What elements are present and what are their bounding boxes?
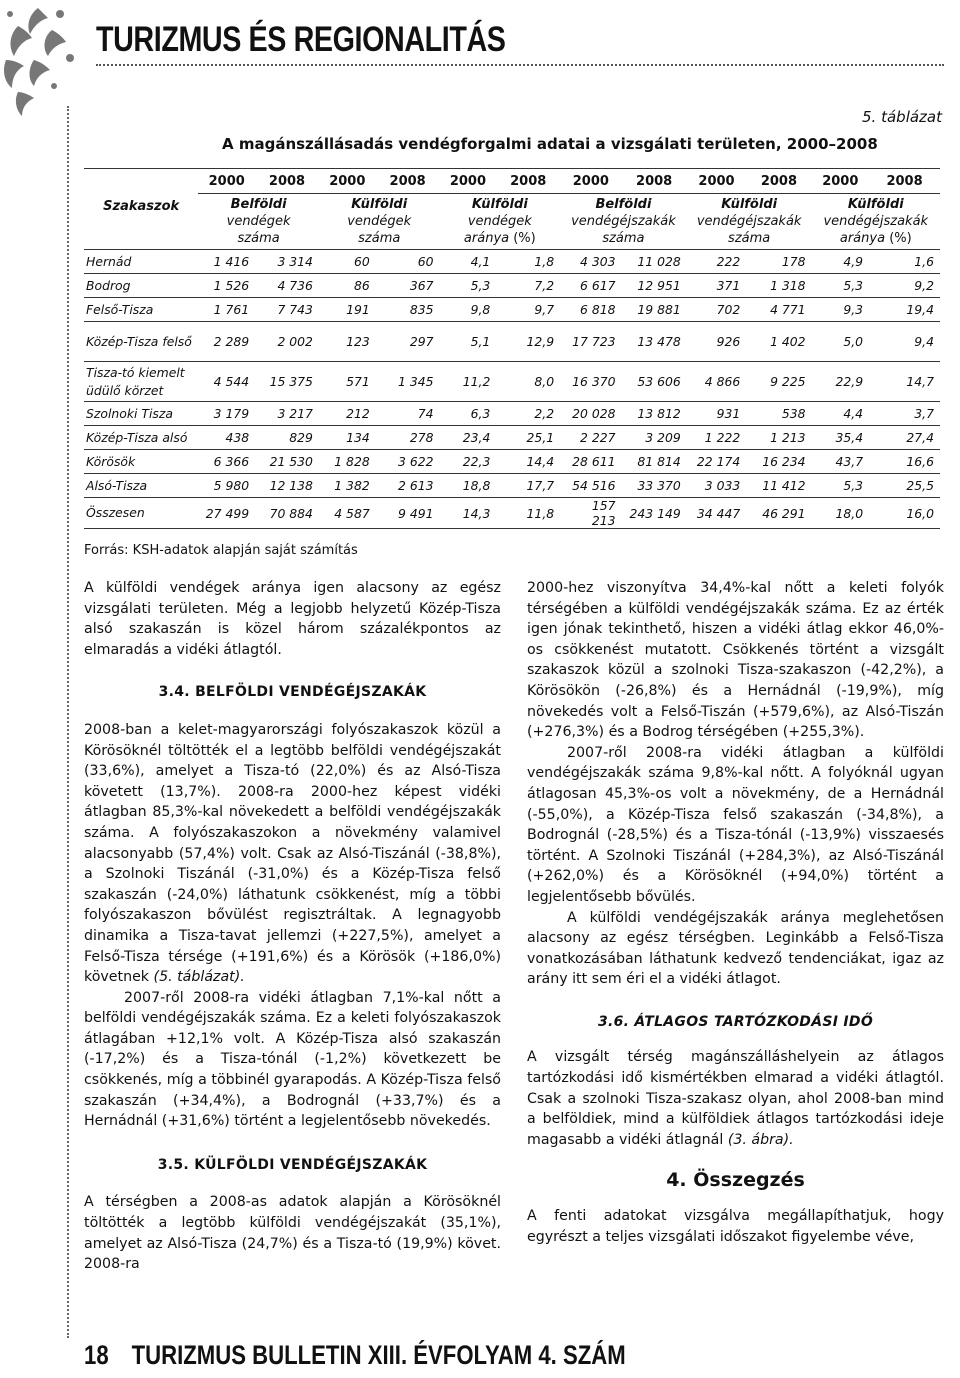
paragraph — [527, 1047, 944, 1150]
table-cell: 6,3 — [440, 402, 497, 426]
table-cell: 4 303 — [560, 250, 621, 274]
column-header-line — [446, 230, 555, 247]
table-cell: 20 028 — [560, 402, 621, 426]
table-cell: 22,3 — [440, 450, 497, 474]
table-cell: 17 723 — [560, 322, 621, 362]
table-cell: 43,7 — [812, 450, 870, 474]
section-heading: 3.6. ÁTLAGOS TARTÓZKODÁSI IDŐ — [597, 1013, 874, 1030]
chapter-heading: 4. Összegzés — [666, 1169, 805, 1192]
section-heading: 3.4. BELFÖLDI VENDÉGÉJSZAKÁK — [158, 684, 427, 701]
column-header-unit: (%) — [889, 231, 912, 246]
table-row — [84, 274, 940, 298]
table-cell: 7,2 — [496, 274, 560, 298]
table-cell: 12,9 — [496, 322, 560, 362]
table-cell: 6 617 — [560, 274, 621, 298]
table-cell: 18,8 — [440, 474, 497, 498]
table-cell: 438 — [198, 426, 255, 450]
column-group-header — [440, 194, 561, 250]
publication-name: TURIZMUS BULLETIN XIII. ÉVFOLYAM 4. SZÁM — [131, 1340, 626, 1370]
table-cell: 191 — [319, 298, 376, 322]
stub-header: Szakaszok — [84, 169, 198, 250]
column-header-line: Külföldi — [351, 197, 408, 212]
table-cell: 212 — [319, 402, 376, 426]
paragraph: 2007-ről 2008-ra vidéki átlagban 7,1%-kal nőtt a belföldi vendégéjszakák száma. Ez a keleti folyószakaszok átlagában +12,1% volt. A Közép-Tisza alsó szakaszán (-17,2%) és a Tisza-tónál (-1,2%) következett be csökkenés, míg a többinél gyarapodás. A Közép-Tisza felső szakaszán (+34,4%), a Bodrognál (+33,7%) és a Hernádnál (+31,6%) történt a legjelentősebb növekedés. — [84, 989, 501, 1130]
table-cell: 4 544 — [198, 362, 255, 402]
table-cell: 16,6 — [869, 450, 940, 474]
table-row — [84, 298, 940, 322]
table-cell: 25,5 — [869, 474, 940, 498]
table-cell: 2 002 — [255, 322, 319, 362]
table-title: A magánszállásadás vendégforgalmi adatai a vizsgálati területen, 2000–2008 — [222, 135, 878, 153]
table-cell: 11,2 — [440, 362, 497, 402]
table-cell: 25,1 — [496, 426, 560, 450]
table-row — [84, 450, 940, 474]
page-footer — [84, 1340, 626, 1371]
table-cell: 835 — [376, 298, 440, 322]
table-cell: 33 370 — [622, 474, 687, 498]
table-cell: 22,9 — [812, 362, 870, 402]
table-cell: 3 033 — [687, 474, 747, 498]
column-header-line — [818, 230, 934, 247]
row-label: Alsó-Tisza — [84, 474, 198, 498]
paragraph — [84, 720, 501, 988]
column-header-line: vendégek — [226, 214, 291, 229]
table-cell: 2 289 — [198, 322, 255, 362]
paragraph: A fenti adatokat vizsgálva megállapíthatjuk, hogy egyrészt a teljes vizsgálati időszakot figyelembe véve, — [527, 1208, 944, 1245]
paragraph: A térségben a 2008-as adatok alapján a Körösöknél töltötték a legtöbb külföldi vendégéjszakát (35,1%), amelyet az Alsó-Tisza (24,7%) és a Tisza-tó (19,9%) követ. 2008-ra — [84, 1194, 501, 1273]
table-cell: 9,8 — [440, 298, 497, 322]
row-label: Felső-Tisza — [84, 298, 198, 322]
table-cell: 278 — [376, 426, 440, 450]
table-cell: 4 771 — [746, 298, 811, 322]
paragraph: 2007-ről 2008-ra vidéki átlagban a külföldi vendégéjszakák száma 9,8%-kal nőtt. A folyóknál ugyan átlagosan 45,3%-os volt a növekmény, de a Hernádnál (-55,0%), a Közép-Tisza felső szakaszán (-34,8%), a Bodrognál (-28,5%) és a Tisza-tónál (-13,9%) visszaesés történt. A Szolnoki Tiszánál (+284,3%), az Alsó-Tiszánál (+262,0%) és a Körösöknél (+94,0%) történt a legjelentősebb bővülés. — [527, 744, 944, 905]
table-cell: 54 516 — [560, 474, 621, 498]
table-cell: 1 416 — [198, 250, 255, 274]
table-cell: 157 213 — [560, 498, 621, 529]
column-group-header — [319, 194, 440, 250]
table-cell: 15 375 — [255, 362, 319, 402]
table-cell: 178 — [746, 250, 811, 274]
table-cell: 81 814 — [622, 450, 687, 474]
year-header: 2000 — [560, 169, 621, 194]
table-cell: 34 447 — [687, 498, 747, 529]
year-header: 2000 — [319, 169, 376, 194]
section-heading: 3.5. KÜLFÖLDI VENDÉGÉJSZAKÁK — [157, 1156, 428, 1173]
table-cell: 23,4 — [440, 426, 497, 450]
table-cell: 1 526 — [198, 274, 255, 298]
table-cell: 7 743 — [255, 298, 319, 322]
table-cell: 6 366 — [198, 450, 255, 474]
ornament-graphic — [0, 0, 95, 120]
table-cell: 60 — [376, 250, 440, 274]
table-cell: 13 812 — [622, 402, 687, 426]
table-row — [84, 362, 940, 402]
table-cell: 3,7 — [869, 402, 940, 426]
table-cell: 9 225 — [746, 362, 811, 402]
year-header: 2000 — [812, 169, 870, 194]
column-header-line: vendégek — [467, 214, 532, 229]
year-header: 2008 — [255, 169, 319, 194]
column-header-line: vendégéjszakák — [571, 214, 676, 229]
table-cell: 11,8 — [496, 498, 560, 529]
table-cell: 5,3 — [440, 274, 497, 298]
column-header-line: Külföldi — [847, 197, 904, 212]
column-header-line: vendégek — [347, 214, 412, 229]
table-cell: 17,7 — [496, 474, 560, 498]
left-column — [84, 578, 501, 1275]
table-cell: 829 — [255, 426, 319, 450]
column-header-line: száma — [602, 231, 645, 246]
page-number: 18 — [84, 1340, 109, 1370]
table-cell: 1 761 — [198, 298, 255, 322]
table-cell: 4,1 — [440, 250, 497, 274]
table-cell: 2 613 — [376, 474, 440, 498]
table-cell: 19 881 — [622, 298, 687, 322]
table-cell: 702 — [687, 298, 747, 322]
column-header-line: vendégéjszakák — [823, 214, 929, 229]
table-cell: 12 951 — [622, 274, 687, 298]
column-header-text: aránya — [463, 231, 514, 246]
column-header-line: Külföldi — [721, 197, 778, 212]
table-cell: 1 318 — [746, 274, 811, 298]
table-cell: 1 345 — [376, 362, 440, 402]
row-label: Tisza-tó kiemelt üdülő körzet — [84, 362, 198, 402]
row-label: Szolnoki Tisza — [84, 402, 198, 426]
table-cell: 13 478 — [622, 322, 687, 362]
table-cell: 9,2 — [869, 274, 940, 298]
table-cell: 367 — [376, 274, 440, 298]
table-cell: 3 314 — [255, 250, 319, 274]
table-cell: 4,9 — [812, 250, 870, 274]
table-cell: 18,0 — [812, 498, 870, 529]
margin-divider — [67, 106, 69, 1338]
table-cell: 5,0 — [812, 322, 870, 362]
column-header-line: száma — [728, 231, 771, 246]
table-cell: 3 622 — [376, 450, 440, 474]
table-cell: 60 — [319, 250, 376, 274]
table-cell: 11 412 — [746, 474, 811, 498]
table-cell: 3 217 — [255, 402, 319, 426]
table-cell: 74 — [376, 402, 440, 426]
table-cell: 14,3 — [440, 498, 497, 529]
table-cell: 2 227 — [560, 426, 621, 450]
table-cell: 14,7 — [869, 362, 940, 402]
column-header-line: Külföldi — [471, 197, 528, 212]
table-cell: 243 149 — [622, 498, 687, 529]
column-header-line: száma — [237, 231, 280, 246]
table-cell: 27 499 — [198, 498, 255, 529]
row-label: Bodrog — [84, 274, 198, 298]
table-cell: 8,0 — [496, 362, 560, 402]
table-cell: 11 028 — [622, 250, 687, 274]
column-header-line: száma — [358, 231, 401, 246]
table-cell: 5,1 — [440, 322, 497, 362]
table-cell: 5 980 — [198, 474, 255, 498]
table-cell: 1,8 — [496, 250, 560, 274]
table-cell: 134 — [319, 426, 376, 450]
table-row — [84, 474, 940, 498]
table-cell: 5,3 — [812, 474, 870, 498]
table-cell: 222 — [687, 250, 747, 274]
table-reference: (5. táblázat). — [153, 969, 245, 986]
year-header: 2000 — [198, 169, 255, 194]
paragraph: A külföldi vendégek aránya igen alacsony az egész vizsgálati területen. Még a legjobb helyzetű Közép-Tisza alsó szakaszán is közel három százalékpontos az elmaradás a vidéki átlagtól. — [84, 580, 501, 658]
row-label: Hernád — [84, 250, 198, 274]
year-header: 2000 — [687, 169, 747, 194]
table-cell: 926 — [687, 322, 747, 362]
table-cell: 9,7 — [496, 298, 560, 322]
table-cell: 53 606 — [622, 362, 687, 402]
table-cell: 2,2 — [496, 402, 560, 426]
table-cell: 1 382 — [319, 474, 376, 498]
table-number: 5. táblázat — [862, 108, 942, 126]
year-header: 2008 — [376, 169, 440, 194]
table-cell: 1 402 — [746, 322, 811, 362]
table-cell: 70 884 — [255, 498, 319, 529]
table-cell: 1 828 — [319, 450, 376, 474]
table-cell: 1,6 — [869, 250, 940, 274]
table-cell: 5,3 — [812, 274, 870, 298]
column-header-text: aránya — [839, 231, 890, 246]
table-cell: 297 — [376, 322, 440, 362]
table-cell: 12 138 — [255, 474, 319, 498]
row-label: Körösök — [84, 450, 198, 474]
table-cell: 9,3 — [812, 298, 870, 322]
table-cell: 9 491 — [376, 498, 440, 529]
table-cell: 4 736 — [255, 274, 319, 298]
column-header-line: Belföldi — [230, 197, 287, 212]
year-header: 2008 — [869, 169, 940, 194]
table-row — [84, 498, 940, 529]
table-cell: 9,4 — [869, 322, 940, 362]
table-cell: 16 370 — [560, 362, 621, 402]
table-cell: 86 — [319, 274, 376, 298]
table-cell: 371 — [687, 274, 747, 298]
data-table — [84, 168, 940, 529]
table-cell: 35,4 — [812, 426, 870, 450]
year-header: 2008 — [622, 169, 687, 194]
table-cell: 4 587 — [319, 498, 376, 529]
table-cell: 538 — [746, 402, 811, 426]
column-header-line: Belföldi — [595, 197, 652, 212]
table-cell: 571 — [319, 362, 376, 402]
table-cell: 3 179 — [198, 402, 255, 426]
table-cell: 16,0 — [869, 498, 940, 529]
right-column — [527, 578, 944, 1247]
column-group-header — [687, 194, 812, 250]
paragraph: 2000-hez viszonyítva 34,4%-kal nőtt a keleti folyók térségében a külföldi vendégéjszakák száma. Ez az érték igen jónak tekinthető, hiszen a vidéki átlag ekkor 46,0%-os csökkenést mutatott. Csökkenés történt a vizsgált szakaszok közül a szolnoki Tisza-szakaszon (-42,2%), a Körösökön (-26,8%) és a Hernádnál (-19,9%), míg növekedés volt a Felső-Tiszán (+579,6%), az Alsó-Tiszán (+276,3%) és a Bodrog térségében (+255,3%). — [527, 580, 944, 741]
table-cell: 123 — [319, 322, 376, 362]
table-row — [84, 322, 940, 362]
table-cell: 16 234 — [746, 450, 811, 474]
row-label: Összesen — [84, 498, 198, 529]
table-cell: 22 174 — [687, 450, 747, 474]
table-cell: 19,4 — [869, 298, 940, 322]
column-group-header — [198, 194, 319, 250]
table-cell: 3 209 — [622, 426, 687, 450]
year-header: 2008 — [496, 169, 560, 194]
column-group-header — [560, 194, 687, 250]
year-header: 2000 — [440, 169, 497, 194]
header-divider — [96, 64, 944, 66]
table-cell: 4 866 — [687, 362, 747, 402]
table-cell: 6 818 — [560, 298, 621, 322]
paragraph-text: 2008-ban a kelet-magyarországi folyószakaszok közül a Körösöknél töltötték el a legtöbb belföldi vendégéjszakát (33,6%), amelyet a Tisza-tó (22,0%) és az Alsó-Tisza követett (13,7%). 2008-ra 2000-hez képest vidéki átlagban 85,3%-kal növekedett a belföldi vendégéjszakák száma. A folyószakaszokon a növekmény valamivel alacsonyabb (57,4%) volt. Csak az Alsó-Tiszánál (-38,8%), a Szolnoki Tiszánál (-31,0%) és a Közép-Tisza felső szakaszán (-24,0%) láthatunk csökkenést, míg a többi folyószakaszon bővülést regisztráltak. A legnagyobb dinamika a Tisza-tavat jellemzi (+227,5%), amelyet a Felső-Tisza térsége (+191,6%) és a Körösök (+186,0%) követnek — [84, 721, 501, 986]
year-header: 2008 — [746, 169, 811, 194]
table-cell: 28 611 — [560, 450, 621, 474]
table-cell: 4,4 — [812, 402, 870, 426]
table-row — [84, 402, 940, 426]
table-cell: 1 213 — [746, 426, 811, 450]
paragraph-text: A vizsgált térség magánszálláshelyein az átlagos tartózkodási idő kismértékben elmarad a vidéki átlagtól. Csak a szolnoki Tisza-szakasz olyan, ahol 2008-ban mind a belföldiek, mind a külföldiek átlagos tartózkodási ideje magasabb a vidéki átlagnál — [527, 1049, 944, 1148]
figure-reference: (3. ábra). — [727, 1131, 794, 1148]
table-cell: 1 222 — [687, 426, 747, 450]
row-label: Közép-Tisza alsó — [84, 426, 198, 450]
table-row — [84, 426, 940, 450]
header-title: TURIZMUS ÉS REGIONALITÁS — [96, 20, 506, 59]
row-label: Közép-Tisza felső — [84, 322, 198, 362]
table-source: Forrás: KSH-adatok alapján saját számítás — [84, 543, 358, 558]
paragraph: A külföldi vendégéjszakák aránya meglehetősen alacsony az egész térségben. Leginkább a Felső-Tisza vonatkozásában láthatunk kedvező tendenciákat, igaz az arány itt sem éri el a vidéki átlagot. — [527, 909, 944, 988]
table-cell: 931 — [687, 402, 747, 426]
table-cell: 46 291 — [746, 498, 811, 529]
table-cell: 21 530 — [255, 450, 319, 474]
column-group-header — [812, 194, 940, 250]
table-row — [84, 250, 940, 274]
column-header-line: vendégéjszakák — [696, 214, 802, 229]
column-header-unit: (%) — [513, 231, 536, 246]
table-cell: 14,4 — [496, 450, 560, 474]
table-cell: 27,4 — [869, 426, 940, 450]
